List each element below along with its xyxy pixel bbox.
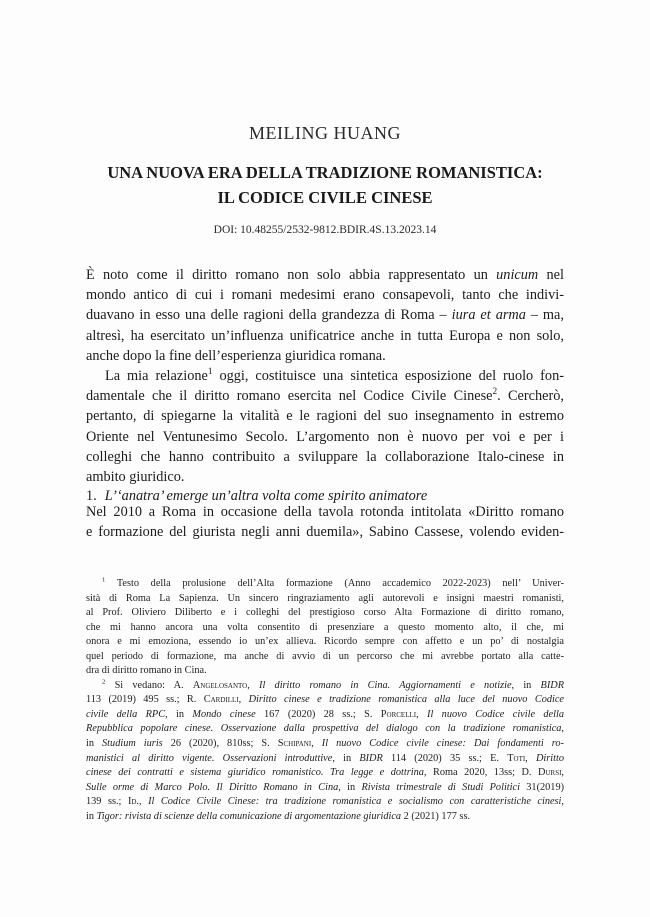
text-line: colleghi che hanno contribuito a sviluppare la collaborazione Italo-cinese in — [86, 448, 564, 465]
footnote-line: che mi hanno ancora una volta consentito di presenziare a questo momento alto, il che, mi — [86, 621, 564, 633]
text-line: altresì, ha esercitato un’influenza unificatrice anche in tutta Europa e non solo, — [86, 327, 564, 344]
footnote-line: dra di diritto romano in Cina. — [86, 665, 207, 677]
text-line: damentale che il diritto romano esercita nel Codice Civile Cinese$^2$. Cercherò, — [86, 387, 564, 405]
footnote-1 — [86, 577, 564, 679]
text-line: duavano in esso una delle ragioni della grandezza di Roma – iura et arma – ma, — [86, 307, 564, 324]
footnote-line: in Studium iuris 26 (2020), 810ss; S. Schipani, Il nuovo Codice civile cinese: Dai fondamenti ro- — [86, 738, 564, 750]
text-line: pertanto, di spiegarne la vitalità e le ragioni del suo insegnamento in estremo — [86, 408, 564, 425]
footnote-line: $^1$ Testo della prolusione dell’Alta formazione (Anno accademico 2022-2023) nell’ Univer- — [102, 576, 564, 589]
footnote-line: onora e mi emoziona, essendo io un’ex allieva. Ricordo sempre con affetto e un po’ di nostalgia — [86, 636, 564, 648]
section-title: L’‘anatra’ emerge un’altra volta come spirito animatore — [104, 488, 428, 504]
footnote-ref-1: 1 — [207, 367, 213, 378]
footnote-line: in Tigor: rivista di scienze della comunicazione di argomentazione giuridica 2 (2021) 177 ss. — [86, 810, 471, 822]
title-line-1: UNA NUOVA ERA DELLA TRADIZIONE ROMANISTICA: — [107, 163, 543, 182]
paragraph-1 — [86, 265, 564, 366]
text-line: e formazione del giurista negli anni duemila», Sabino Cassese, volendo eviden- — [86, 524, 564, 541]
body-text — [86, 265, 564, 487]
text-line: È noto come il diritto romano non solo abbia rappresentato un unicum nel — [86, 267, 564, 283]
footnote-line: Repubblica popolare cinese. Osservazione dalla prospettiva del dialogo con la tradizione romanistica, — [86, 723, 564, 735]
footnote-line: manistici al diritto vigente. Osservazioni introduttive, in BIDR 114 (2020) 35 ss.; E. Toti, Diritto — [86, 752, 565, 764]
text-line: La mia relazione$^1$ oggi, costituisce una sintetica esposizione del ruolo fon- — [105, 367, 564, 385]
footnote-ref-2: 2 — [492, 387, 498, 398]
text-line: Nel 2010 a Roma in occasione della tavola rotonda intitolata «Diritto romano — [86, 504, 564, 520]
footnote-line: Sulle orme di Marco Polo. Il Diritto Romano in Cina, in Rivista trimestrale di Studi Politici 31(2019) — [86, 781, 565, 793]
paragraph-3 — [86, 502, 564, 542]
title-line-2: IL CODICE CIVILE CINESE — [217, 188, 433, 207]
text-line: ambito giuridico. — [86, 469, 185, 486]
article-title — [0, 160, 650, 210]
text-line: Oriente nel Ventunesimo Secolo. L’argomento non è nuovo per voi e per i — [86, 428, 564, 445]
footnote-number: 2 — [102, 678, 106, 686]
footnote-line: 139 ss.; Id., Il Codice Civile Cinese: tra tradizione romanistica e socialismo con caratteristiche cinesi, — [86, 796, 564, 808]
footnote-2 — [86, 679, 564, 824]
text-line: mondo antico di cui i romani medesimi erano consapevoli, tanto che indivi- — [86, 287, 564, 304]
footnote-line: al Prof. Oliviero Diliberto e i colleghi del prestigioso corso Alta Formazione di diritto romano, — [86, 607, 564, 619]
section-number: 1. — [86, 488, 97, 504]
text-line: anche dopo la fine dell’esperienza giuridica romana. — [86, 347, 386, 364]
footnote-number: 1 — [102, 576, 106, 584]
footnotes — [86, 577, 564, 824]
footnote-line: sità di Roma La Sapienza. Un sincero ringraziamento agli autorevoli e insigni maestri romanisti, — [86, 592, 564, 604]
paragraph-2 — [86, 366, 564, 487]
footnote-line: cinese dei contratti e sistema giuridico romanistico. Tra legge e dottrina, Roma 2020, 13ss; D. Dursi, — [86, 767, 564, 779]
footnote-line: $^2$ Si vedano: A. Angelosanto, Il diritto romano in Cina. Aggiornamenti e notizie, in BIDR — [102, 678, 564, 691]
footnote-line: civile della RPC, in Mondo cinese 167 (2020) 28 ss.; S. Porcelli, Il nuovo Codice civile della — [86, 708, 564, 720]
footnote-line: quel periodo di formazione, ma anche di avvio di un percorso che mi avrebbe portato alla catte- — [86, 650, 564, 662]
doi: DOI: 10.48255/2532-9812.BDIR.4S.13.2023.14 — [213, 224, 437, 236]
footnote-line: 113 (2019) 495 ss.; R. Cardilli, Diritto cinese e tradizione romanistica alla luce del nuovo Codice — [86, 694, 564, 706]
author-name: MEILING HUANG — [249, 123, 401, 143]
